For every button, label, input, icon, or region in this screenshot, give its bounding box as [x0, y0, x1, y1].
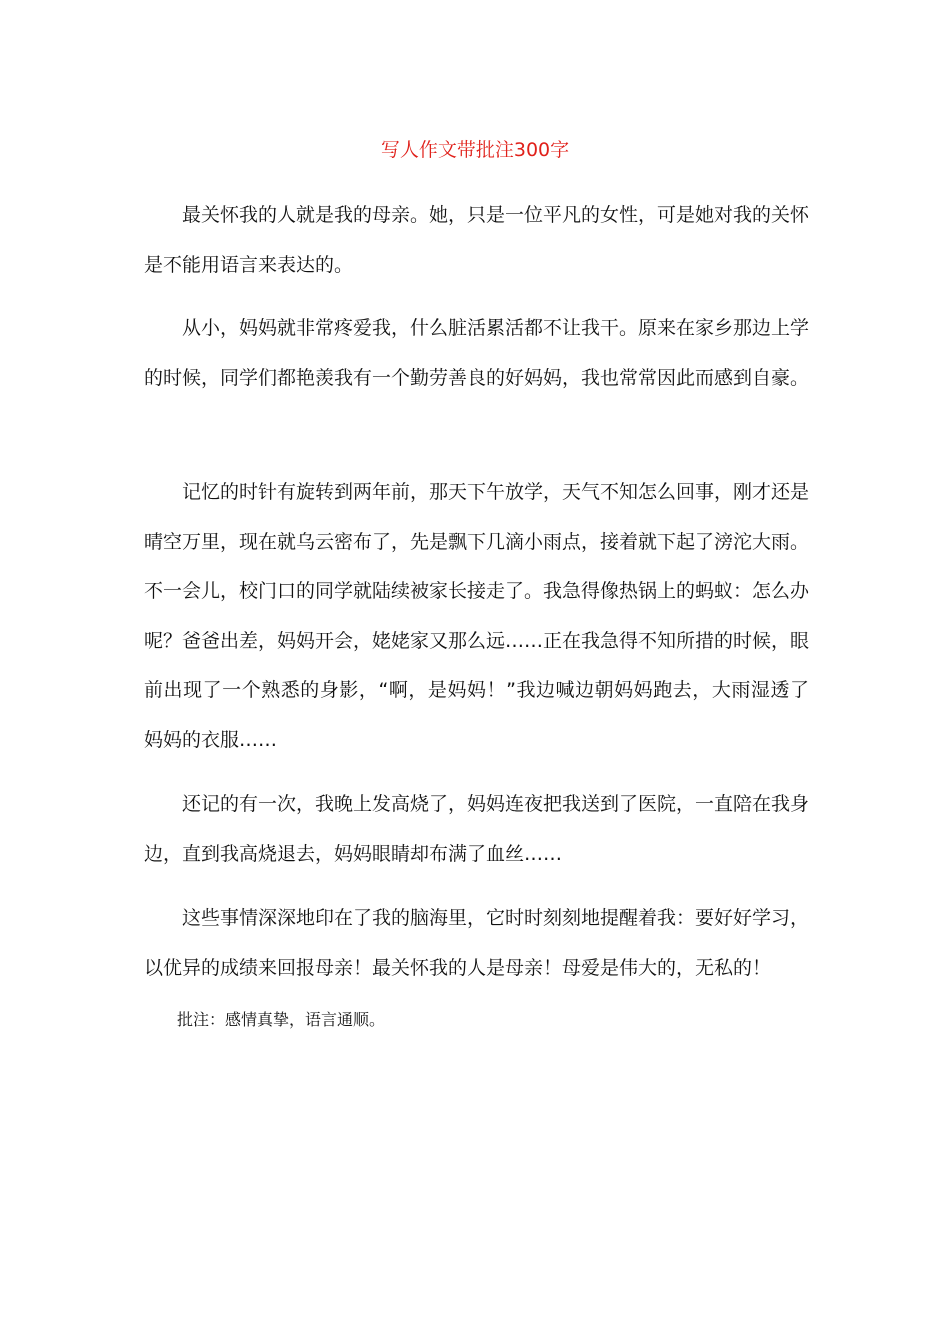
- paragraph-5: 这些事情深深地印在了我的脑海里，它时时刻刻地提醒着我：要好好学习，以优异的成绩来回报母亲！最关怀我的人是母亲！母爱是伟大的，无私的！: [144, 907, 810, 979]
- paragraph-3: 记忆的时针有旋转到两年前，那天下午放学，天气不知怎么回事，刚才还是晴空万里，现在就乌云密布了，先是飘下几滴小雨点，接着就下起了滂沱大雨。不一会儿，校门口的同学就陆续被家长接走了。我急得像热锅上的蚂蚁：怎么办呢？爸爸出差，妈妈开会，姥姥家又那么远……正在我急得不知所措的时候，眼前出现了一个熟悉的身影，“啊，是妈妈！”我边喊边朝妈妈跑去，大雨湿透了妈妈的衣服……: [144, 481, 810, 751]
- document-title: 写人作文带批注300字: [380, 139, 570, 161]
- paragraph-2: 从小，妈妈就非常疼爱我，什么脏活累活都不让我干。原来在家乡那边上学的时候，同学们都艳羡我有一个勤劳善良的好妈妈，我也常常因此而感到自豪。: [144, 317, 810, 389]
- annotation-note: 批注：感情真挚，语言通顺。: [177, 1010, 386, 1029]
- paragraph-4: 还记的有一次，我晚上发高烧了，妈妈连夜把我送到了医院，一直陪在我身边，直到我高烧退去，妈妈眼睛却布满了血丝……: [144, 793, 810, 865]
- paragraph-1: 最关怀我的人就是我的母亲。她，只是一位平凡的女性，可是她对我的关怀是不能用语言来表达的。: [144, 204, 810, 276]
